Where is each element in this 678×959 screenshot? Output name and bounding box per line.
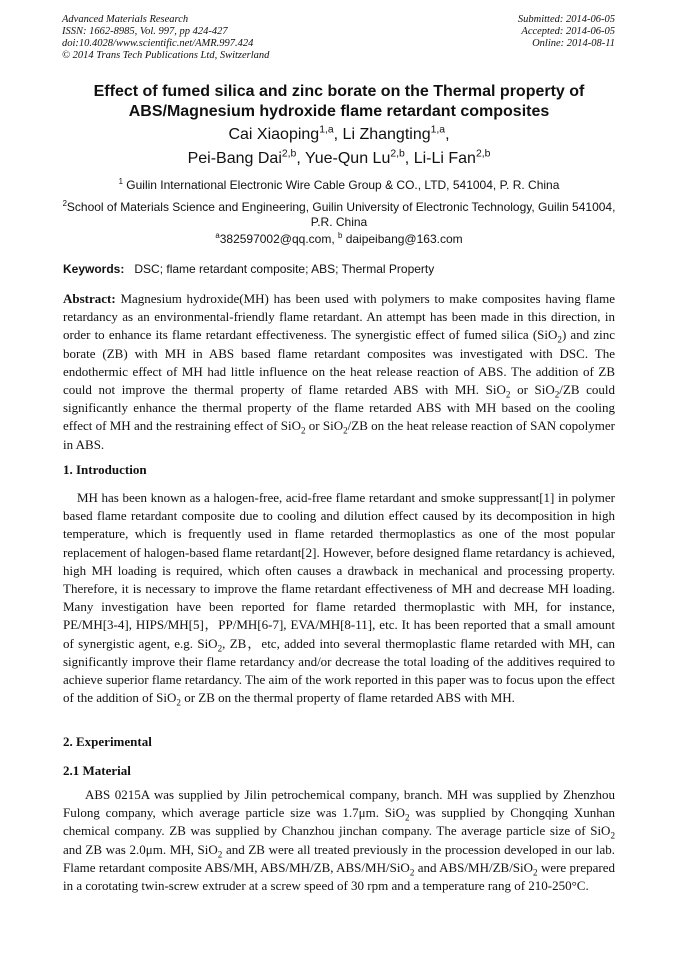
author-sup: 2,b bbox=[281, 148, 297, 160]
author-name: Yue-Qun Lu bbox=[304, 150, 391, 167]
abstract bbox=[63, 290, 615, 454]
journal-issn: ISSN: 1662-8985, Vol. 997, pp 424-427 bbox=[62, 26, 228, 37]
authors-line-1: Cai Xiaoping$^{1,a}$, Li Zhangting$^{1,a}$, bbox=[228, 124, 450, 143]
submitted-date: Submitted: 2014-06-05 bbox=[517, 14, 615, 25]
affiliation-1 bbox=[62, 178, 616, 193]
section-1-heading: 1. Introduction bbox=[63, 462, 147, 477]
title-line-2: ABS/Magnesium hydroxide flame retardant composites bbox=[128, 103, 550, 120]
affiliation-text: School of Materials Science and Engineering, Guilin University of Electronic Technology, Guilin 541004, P.R. China bbox=[66, 200, 616, 229]
affiliation-text: Guilin International Electronic Wire Cable Group & CO., LTD, 541004, P. R. China bbox=[126, 178, 560, 192]
abstract-text: Magnesium hydroxide(MH) has been used with polymers to make composites having flame retardancy as an environmental-friendly flame retardant. An attempt has been made in this direction, in order to enhance its flame retardant effectiveness. The synergistic effect of fumed silica (SiO$_2$) and zinc borate (ZB) with MH in ABS based flame retardant composites was investigated with DSC. The endothermic effect of MH had little influence on the heat release reaction of ABS. The addition of ZB could not improve the thermal property of flame retarded ABS with MH. SiO$_2$ or SiO$_2$/ZB could significantly enhance the thermal property of the flame retarded ABS with MH based on the cooling effect of MH and the restraining effect of SiO$_2$ or SiO$_2$/ZB on the heat release reaction of SAN copolymer in ABS. bbox=[63, 291, 616, 452]
author-name: Pei-Bang Dai bbox=[187, 150, 282, 167]
abstract-label: Abstract: bbox=[63, 291, 116, 306]
publication-dates bbox=[518, 14, 615, 50]
email-a: 382597002@qq.com, bbox=[219, 232, 335, 246]
journal-info bbox=[62, 14, 269, 62]
section-2-1-heading: 2.1 Material bbox=[63, 763, 131, 778]
email-sup: a bbox=[215, 231, 220, 240]
section-1-body: MH has been known as a halogen-free, acid-free flame retardant and smoke suppressant[1] in polymer based flame retardant composite due to cooling and dilution effect caused by its decomposition in high temperature, which is frequently used in flame retarded thermoplastics as one of the most popular replacement of halogen-based flame retardant[2]. However, before designed flame retardancy is achieved, high MH loading is required, which often causes a drawback in mechanical and processing property. Therefore, it is necessary to improve the flame retardant effectiveness of MH and decrease MH loading. Many investigation have been reported for flame retarded thermoplastic with MH, for instance, PE/MH[3-4], HIPS/MH[5]，PP/MH[6-7], EVA/MH[8-11], etc. It has been reported that a small amount of synergistic agent, e.g. SiO$_2$, ZB，etc, added into several thermoplastic flame retarded with MH, can significantly improve their flame retardancy and/or decrease the total loading of the additives required to achieve superior flame retardancy. The aim of the work reported in this paper was to focus upon the effect of the addition of SiO$_2$ or ZB on the thermal property of flame retarded ABS with MH. bbox=[63, 490, 615, 708]
email-sup: b bbox=[338, 231, 343, 240]
paper-title bbox=[60, 82, 618, 122]
author-sup: 2,b bbox=[475, 148, 491, 160]
accepted-date: Accepted: 2014-06-05 bbox=[521, 26, 615, 37]
author-name: Li-Li Fan bbox=[413, 150, 476, 167]
author-sup: 1,a bbox=[430, 124, 446, 136]
keywords-text: DSC; flame retardant composite; ABS; Thermal Property bbox=[134, 262, 435, 276]
section-2-heading: 2. Experimental bbox=[63, 734, 152, 749]
affiliation-sup: 2 bbox=[62, 199, 67, 208]
author-sup: 1,a bbox=[319, 124, 334, 136]
online-date: Online: 2014-08-11 bbox=[532, 38, 615, 49]
title-line-1: Effect of fumed silica and zinc borate on the Thermal property of bbox=[93, 83, 585, 100]
author-name: Cai Xiaoping bbox=[228, 126, 320, 143]
journal-name: Advanced Materials Research bbox=[62, 14, 189, 25]
affiliation-sup: 1 bbox=[118, 177, 123, 186]
authors-line-2: Pei-Bang Dai$^{2,b}$, Yue-Qun Lu$^{2,b}$, Li-Li Fan$^{2,b}$ bbox=[187, 148, 491, 167]
journal-doi: doi:10.4028/www.scientific.net/AMR.997.424 bbox=[62, 38, 254, 49]
keywords bbox=[63, 262, 434, 276]
section-2-1-body: ABS 0215A was supplied by Jilin petrochemical company, branch. MH was supplied by Zhenzhou Fulong company, which average particle size was 1.7μm. SiO$_2$ was supplied by Chongqing Xunhan chemical company. ZB was supplied by Chanzhou jinchan company. The average particle size of SiO$_2$ and ZB was 2.0μm. MH, SiO$_2$ and ZB were all treated previously in the procession developed in our lab. Flame retardant composite ABS/MH, ABS/MH/ZB, ABS/MH/SiO$_2$ and ABS/MH/ZB/SiO$_2$ were prepared in a corotating twin-screw extruder at a screw speed of 30 rpm and a temperature rang of 210-250°C. bbox=[63, 787, 616, 894]
author-emails bbox=[62, 232, 616, 247]
email-b: daipeibang@163.com bbox=[345, 232, 463, 246]
affiliation-2 bbox=[62, 200, 616, 230]
author-name: Li Zhangting bbox=[342, 126, 431, 143]
author-sup: 2,b bbox=[390, 148, 405, 160]
journal-copyright: © 2014 Trans Tech Publications Ltd, Switzerland bbox=[62, 50, 270, 61]
keywords-label: Keywords: bbox=[63, 262, 125, 276]
